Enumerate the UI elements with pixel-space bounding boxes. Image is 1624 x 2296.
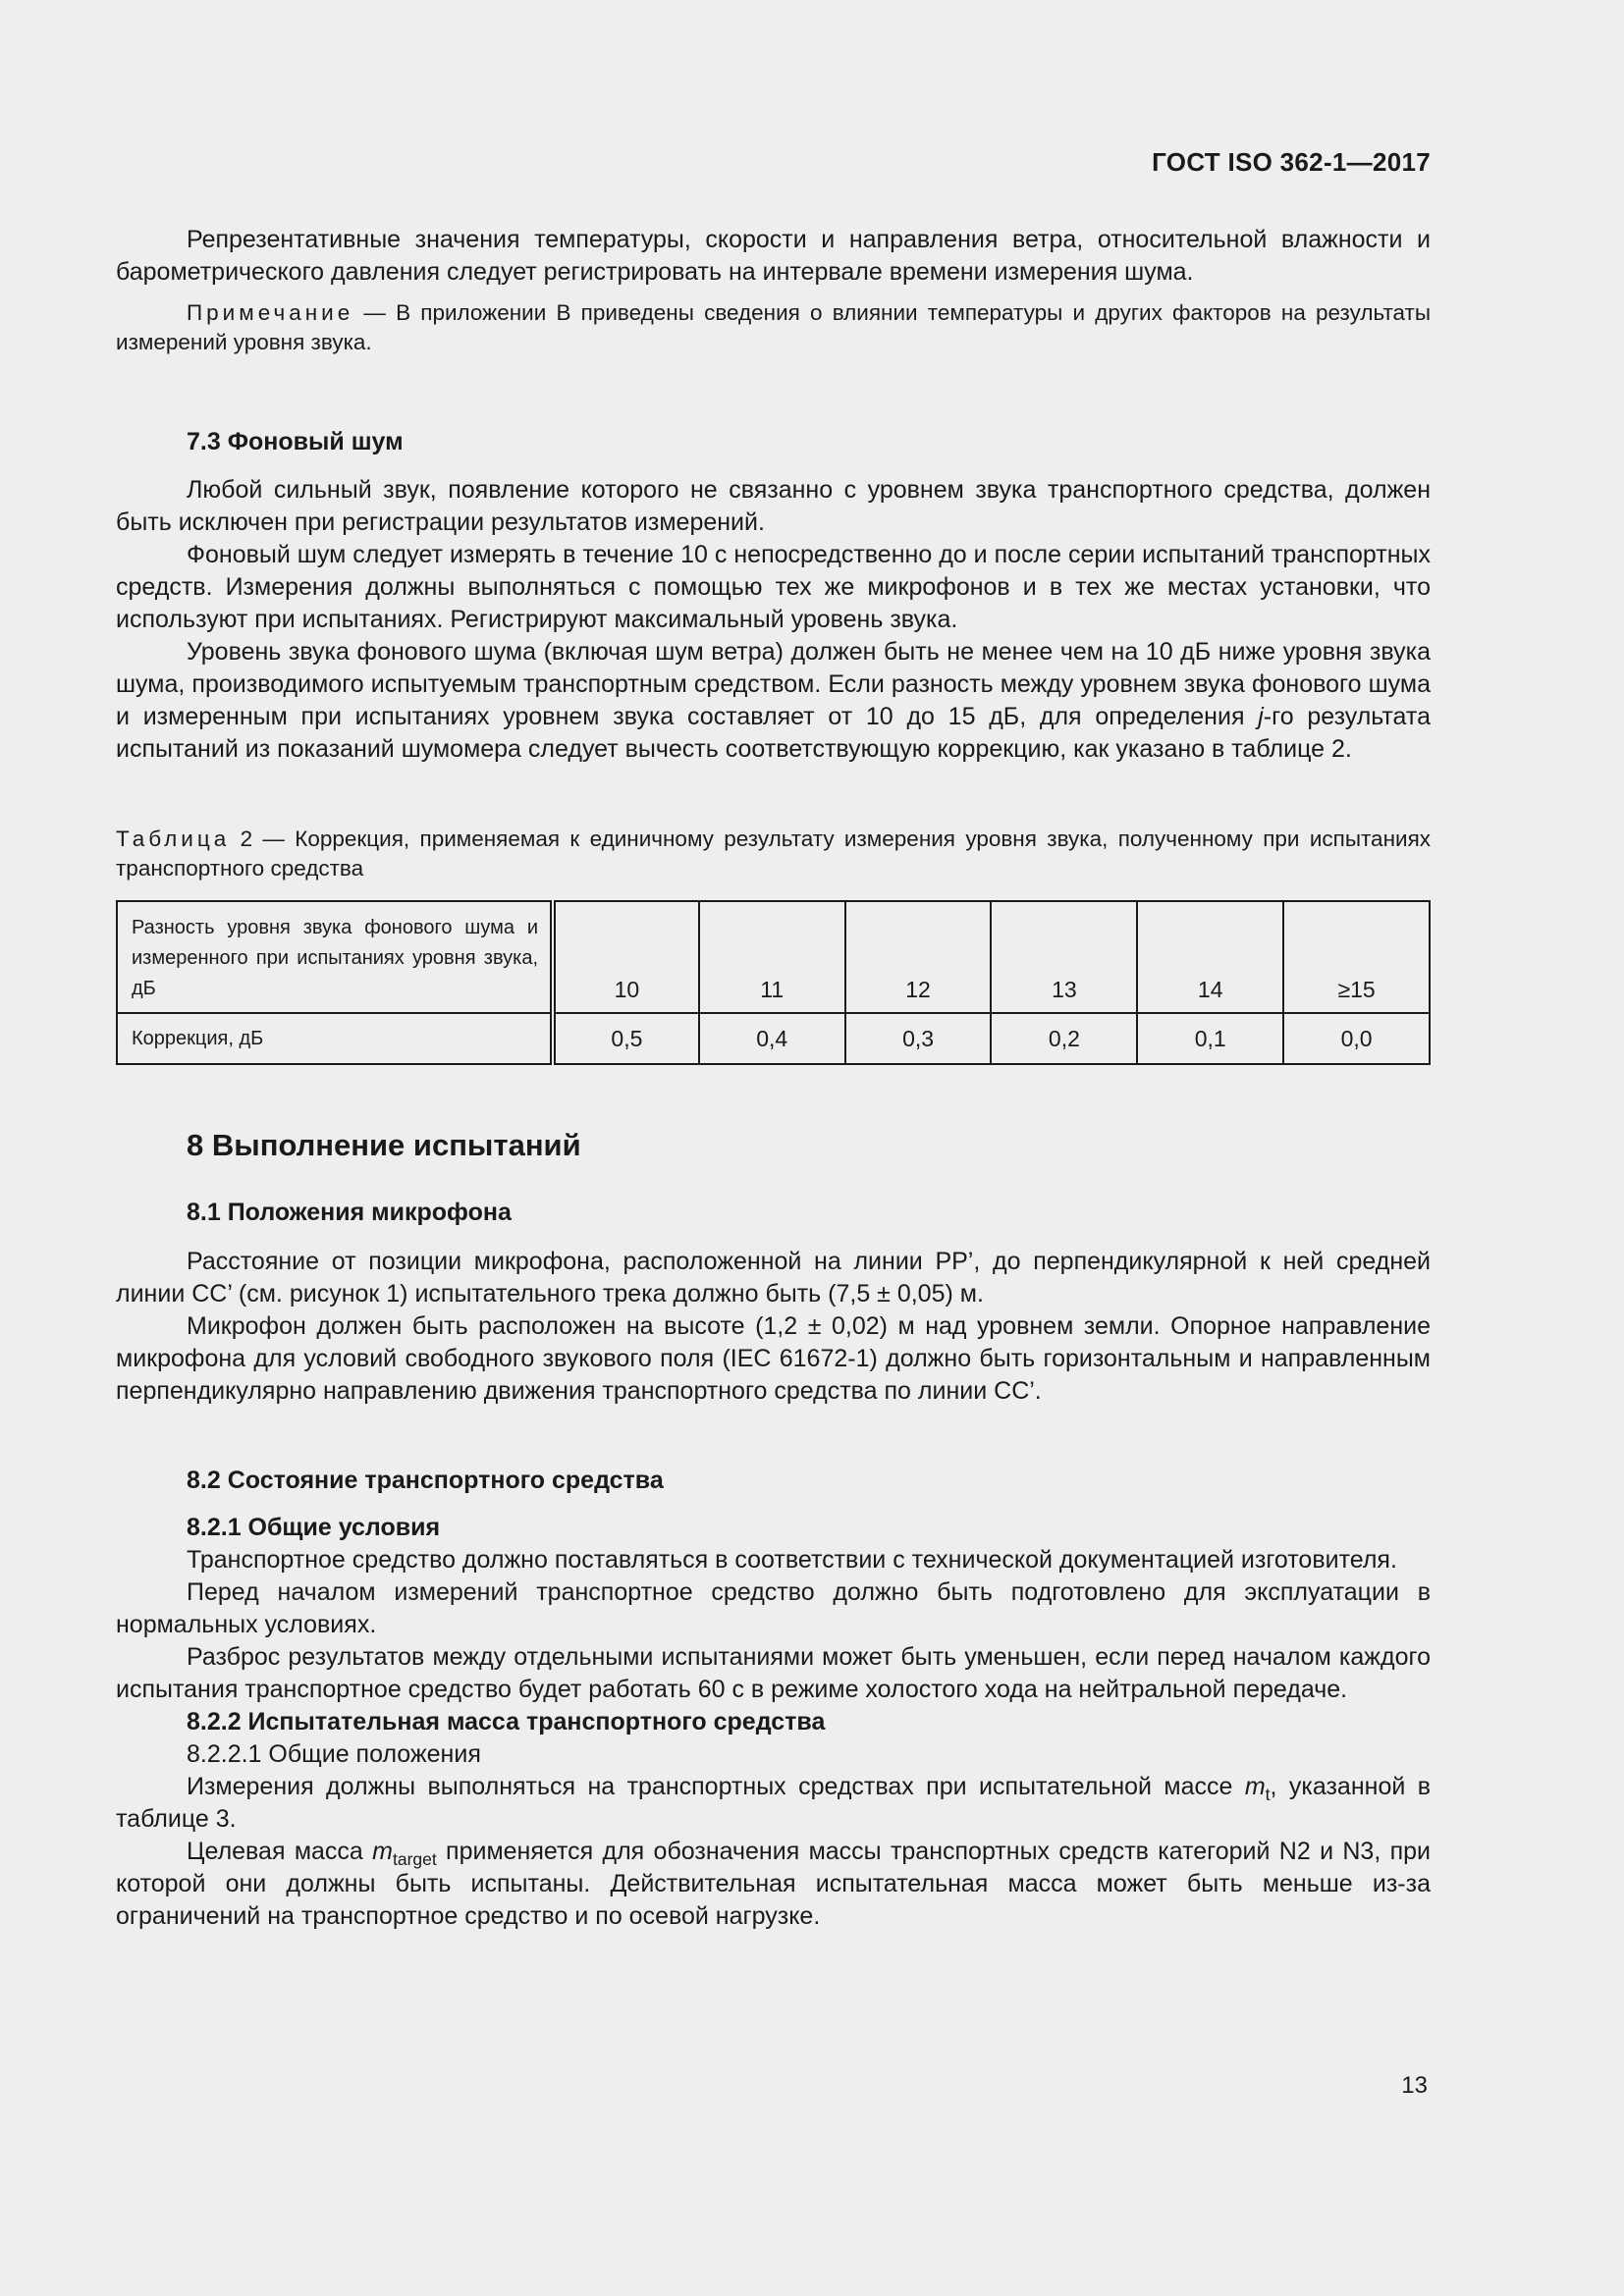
table-2 <box>116 900 1431 1065</box>
target-text-b: применяется для обозначения массы транспортных средств категорий N2 и N3, при которой они должны быть испытаны. Действительная испытательная масса может быть меньше из-за ограничений на транспортное средство и по осевой нагрузке. <box>116 1838 1432 1930</box>
table-row-correction <box>117 1013 1430 1064</box>
table-row-label: Коррекция, дБ <box>117 1013 553 1064</box>
section-8-1-title: 8.1 Положения микрофона <box>187 1199 512 1226</box>
target-text-a: Целевая масса <box>187 1838 373 1865</box>
table-cell: ≥15 <box>1283 901 1430 1013</box>
correction-table <box>116 900 1431 1065</box>
table-row-label: Разность уровня звука фонового шума и измеренного при испытаниях уровня звука, дБ <box>117 901 553 1013</box>
section-8-2-1-paragraph-1: Транспортное средство должно поставляться в соответствии с технической документацией изготовителя. <box>187 1546 1397 1574</box>
section-8-2-2-1-paragraph-1 <box>116 1771 1431 1836</box>
mass-text-a: Измерения должны выполняться на транспортных средствах при испытательной массе <box>187 1773 1245 1800</box>
section-8-2-1 <box>116 1512 1431 1933</box>
section-7-3-paragraph-3 <box>116 636 1431 766</box>
section-8-2-2-title: 8.2.2 Испытательная масса транспортного средства <box>187 1708 826 1735</box>
intro-note <box>116 298 1431 357</box>
target-subscript: target <box>392 1849 437 1869</box>
note-text: — В приложении В приведены сведения о влиянии температуры и других факторов на результаты измерений уровня звука. <box>116 300 1431 354</box>
target-symbol: m <box>372 1838 393 1865</box>
section-8-title: 8 Выполнение испытаний <box>187 1128 581 1162</box>
section-7-3-paragraph-1: Любой сильный звук, появление которого не связанно с уровнем звука транспортного средства, должен быть исключен при регистрации результатов измерений. <box>116 476 1431 536</box>
section-7-3 <box>116 426 1431 766</box>
section-8-1-paragraph-1: Расстояние от позиции микрофона, расположенной на линии PP’, до перпендикулярной к ней средней линии CC’ (см. рисунок 1) испытательного трека должно быть (7,5 ± 0,05) м. <box>116 1248 1431 1308</box>
table-cell: 0,5 <box>553 1013 699 1064</box>
table-cell: 0,4 <box>699 1013 845 1064</box>
section-8-1-paragraph-2: Микрофон должен быть расположен на высоте (1,2 ± 0,02) м над уровнем земли. Опорное направление микрофона для условий свободного звукового поля (IEC 61672-1) должно быть горизонтальным и направленным перпендикулярно направлению движения транспортного средства по линии CC’. <box>116 1312 1431 1405</box>
page-number: 13 <box>1401 2072 1428 2099</box>
table-row-difference <box>117 901 1430 1013</box>
section-8-2-2-1-title: 8.2.2.1 Общие положения <box>187 1740 481 1768</box>
table-cell: 12 <box>845 901 992 1013</box>
section-8-2-1-paragraph-2: Перед началом измерений транспортное средство должно быть подготовлено для эксплуатации в нормальных условиях. <box>116 1578 1431 1638</box>
table-cell: 0,2 <box>991 1013 1137 1064</box>
section-8-2 <box>116 1465 1431 1497</box>
table-caption-text: 2 — Коррекция, применяемая к единичному результату измерения уровня звука, полученному при испытаниях транспортного средства <box>116 827 1431 881</box>
document-header: ГОСТ ISO 362-1—2017 <box>1152 147 1431 177</box>
table-cell: 0,3 <box>845 1013 992 1064</box>
table-cell: 0,0 <box>1283 1013 1430 1064</box>
table-2-caption <box>116 825 1431 883</box>
table-cell: 10 <box>553 901 699 1013</box>
section-8 <box>116 1129 1431 1161</box>
section-8-1 <box>116 1197 1431 1408</box>
section-8-2-title: 8.2 Состояние транспортного средства <box>187 1467 664 1494</box>
section-7-3-title: 7.3 Фоновый шум <box>187 428 404 455</box>
p3-j-var: j <box>1258 703 1264 730</box>
intro-paragraph: Репрезентативные значения температуры, скорости и направления ветра, относительной влажности и барометрического давления следует регистрировать на интервале времени измерения шума. <box>116 226 1431 286</box>
section-8-2-2-1-paragraph-2 <box>116 1836 1431 1933</box>
table-cell: 13 <box>991 901 1137 1013</box>
section-7-3-paragraph-2: Фоновый шум следует измерять в течение 10 с непосредственно до и после серии испытаний транспортных средств. Измерения должны выполняться с помощью тех же микрофонов и в тех же местах установки, что используют при испытаниях. Регистрируют максимальный уровень звука. <box>116 541 1431 633</box>
table-cell: 0,1 <box>1137 1013 1283 1064</box>
table-cell: 11 <box>699 901 845 1013</box>
p3-text-b: -го результата испытаний из показаний шумомера следует вычесть соответствующую коррекцию, как указано в таблице 2. <box>116 703 1431 763</box>
intro-block <box>116 224 1431 357</box>
mass-subscript: t <box>1265 1785 1271 1804</box>
mass-symbol: m <box>1244 1773 1266 1800</box>
mass-text-b: , указанной в таблице 3. <box>116 1773 1432 1833</box>
note-label: Примечание <box>187 300 354 325</box>
section-8-2-1-paragraph-3: Разброс результатов между отдельными испытаниями может быть уменьшен, если перед началом каждого испытания транспортное средство будет работать 60 с в режиме холостого хода на нейтральной передаче. <box>116 1643 1431 1703</box>
table-cell: 14 <box>1137 901 1283 1013</box>
section-8-2-1-title: 8.2.1 Общие условия <box>187 1514 441 1541</box>
p3-text-a: Уровень звука фонового шума (включая шум ветра) должен быть не менее чем на 10 дБ ниже уровня звука шума, производимого испытуемым транспортным средством. Если разность между уровнем звука фонового шума и измеренным при испытаниях уровнем звука составляет от 10 до 15 дБ, для определения <box>116 638 1431 730</box>
table-caption-label: Таблица <box>116 827 231 851</box>
